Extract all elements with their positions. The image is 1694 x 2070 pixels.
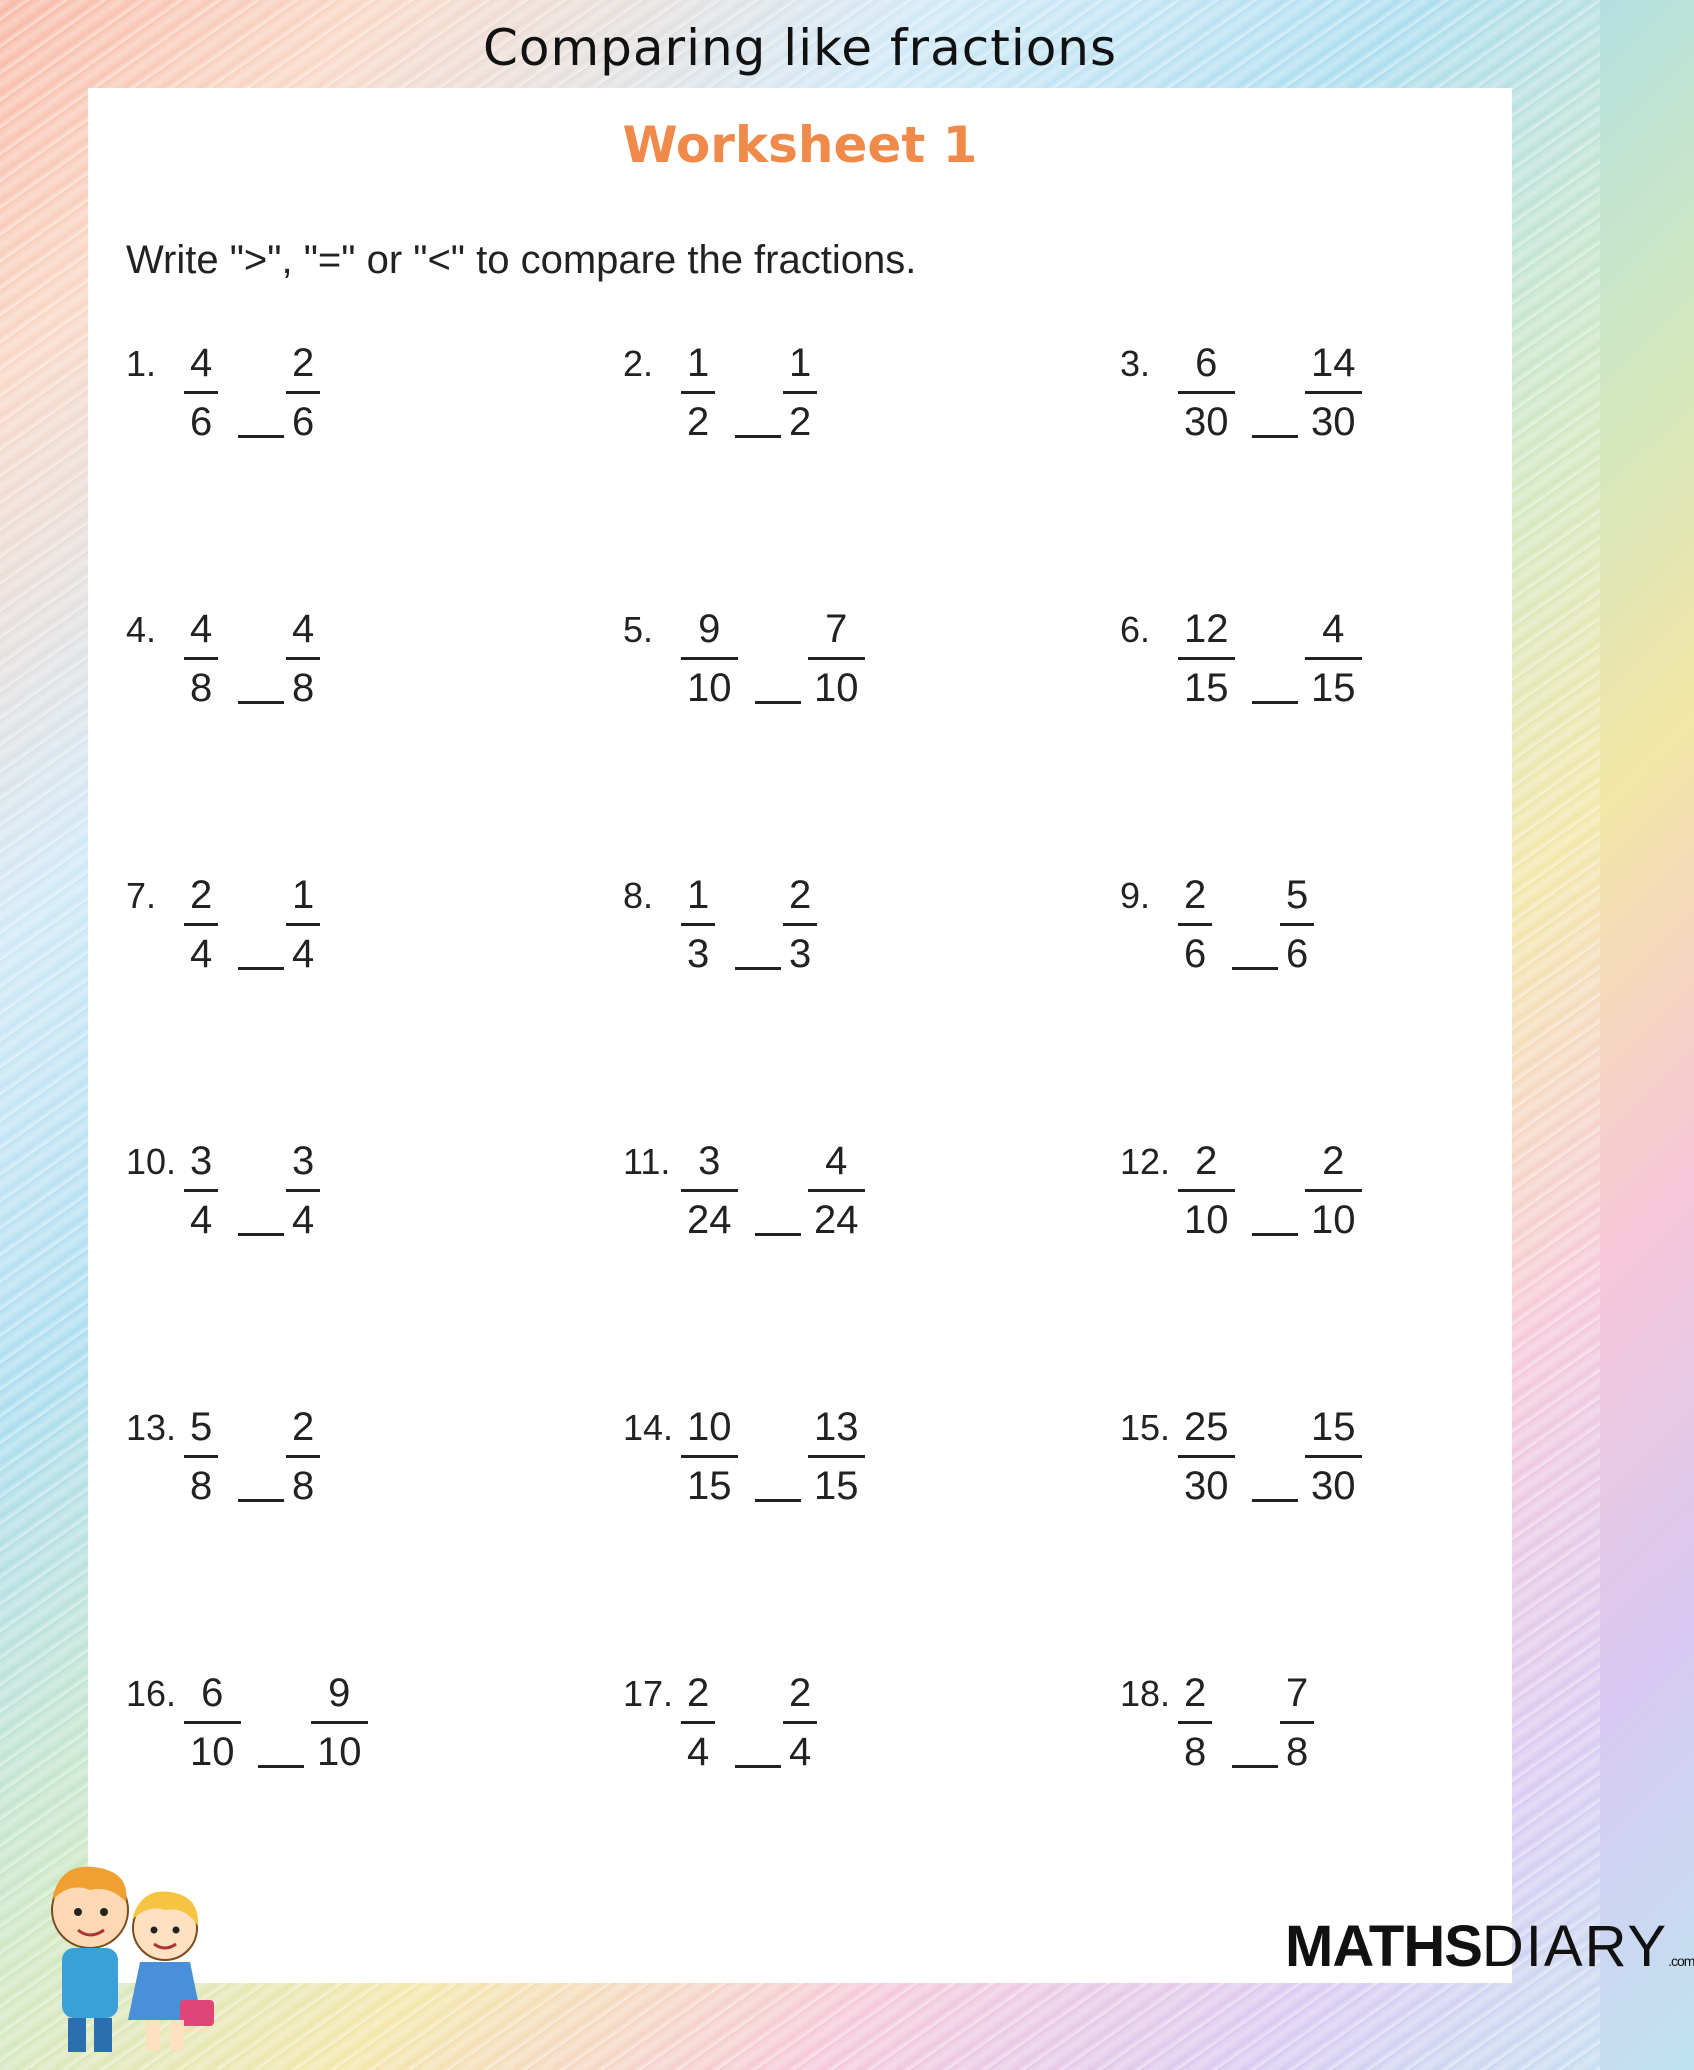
answer-blank[interactable]	[238, 967, 284, 970]
fraction	[808, 609, 865, 708]
fraction-denominator: 8	[292, 666, 315, 710]
fraction-denominator: 24	[814, 1198, 859, 1242]
fraction	[1178, 1407, 1235, 1506]
fraction	[681, 1141, 738, 1240]
fraction	[1305, 1141, 1362, 1240]
answer-blank[interactable]	[1252, 1499, 1298, 1502]
fraction	[184, 1407, 218, 1506]
fraction-numerator: 4	[825, 1139, 848, 1183]
fraction-denominator: 30	[1184, 400, 1229, 444]
fraction	[184, 1141, 218, 1240]
fraction-numerator: 9	[328, 1671, 351, 1715]
fraction-numerator: 2	[1322, 1139, 1345, 1183]
fraction-denominator: 8	[1286, 1730, 1309, 1774]
fraction-numerator: 7	[1286, 1671, 1309, 1715]
problem-item	[1120, 1673, 1480, 1823]
answer-blank[interactable]	[755, 1499, 801, 1502]
problem-item	[1120, 1141, 1480, 1291]
fraction	[286, 875, 320, 974]
problem-item	[126, 875, 486, 1025]
fraction-numerator: 5	[1286, 873, 1309, 917]
fraction-denominator: 10	[1184, 1198, 1229, 1242]
problem-number: 1.	[126, 343, 157, 384]
problem-number: 7.	[126, 875, 157, 916]
problem-number: 10.	[126, 1141, 177, 1182]
problem-item	[126, 1673, 486, 1823]
fraction-numerator: 4	[1322, 607, 1345, 651]
problem-number: 8.	[623, 875, 654, 916]
fraction-numerator: 4	[190, 341, 213, 385]
problem-item	[623, 1673, 983, 1823]
fraction-numerator: 12	[1184, 607, 1229, 651]
problem-number: 18.	[1120, 1673, 1171, 1714]
problem-number: 5.	[623, 609, 654, 650]
fraction-denominator: 6	[1184, 932, 1207, 976]
fraction-numerator: 2	[1195, 1139, 1218, 1183]
fraction	[1305, 609, 1362, 708]
logo-thin-text: DIARY	[1481, 1914, 1669, 1979]
problem-number: 14.	[623, 1407, 674, 1448]
answer-blank[interactable]	[1232, 967, 1278, 970]
problem-item	[126, 1407, 486, 1557]
fraction	[286, 343, 320, 442]
problem-item	[623, 343, 983, 493]
problem-number: 12.	[1120, 1141, 1171, 1182]
answer-blank[interactable]	[238, 1499, 284, 1502]
instruction-text: Write ">", "=" or "<" to compare the fractions.	[126, 238, 917, 282]
fraction	[783, 875, 817, 974]
fraction-numerator: 9	[698, 607, 721, 651]
fraction-denominator: 8	[1184, 1730, 1207, 1774]
fraction	[808, 1407, 865, 1506]
answer-blank[interactable]	[238, 1233, 284, 1236]
fraction-numerator: 2	[687, 1671, 710, 1715]
problem-number: 15.	[1120, 1407, 1171, 1448]
answer-blank[interactable]	[1232, 1765, 1278, 1768]
fraction-numerator: 3	[292, 1139, 315, 1183]
fraction	[783, 343, 817, 442]
header-bar	[0, 0, 1600, 88]
fraction	[1178, 343, 1235, 442]
problem-item	[126, 1141, 486, 1291]
fraction-denominator: 6	[190, 400, 213, 444]
fraction-denominator: 6	[1286, 932, 1309, 976]
fraction-denominator: 8	[190, 1464, 213, 1508]
fraction-numerator: 2	[789, 873, 812, 917]
fraction	[286, 1407, 320, 1506]
problem-number: 2.	[623, 343, 654, 384]
fraction-numerator: 2	[789, 1671, 812, 1715]
fraction-numerator: 2	[1184, 1671, 1207, 1715]
fraction	[184, 1673, 241, 1772]
fraction-denominator: 2	[789, 400, 812, 444]
fraction-numerator: 2	[292, 341, 315, 385]
fraction	[1178, 1673, 1212, 1772]
problem-number: 17.	[623, 1673, 674, 1714]
fraction-numerator: 1	[687, 873, 710, 917]
problem-item	[1120, 609, 1480, 759]
answer-blank[interactable]	[1252, 701, 1298, 704]
answer-blank[interactable]	[1252, 435, 1298, 438]
fraction-denominator: 4	[190, 932, 213, 976]
fraction-denominator: 4	[789, 1730, 812, 1774]
problem-number: 6.	[1120, 609, 1151, 650]
fraction	[1178, 875, 1212, 974]
answer-blank[interactable]	[258, 1765, 304, 1768]
mathsdiary-logo	[1285, 1914, 1694, 1979]
fraction-denominator: 4	[190, 1198, 213, 1242]
fraction	[311, 1673, 368, 1772]
fraction	[681, 609, 738, 708]
fraction-numerator: 15	[1311, 1405, 1356, 1449]
answer-blank[interactable]	[735, 1765, 781, 1768]
fraction-numerator: 7	[825, 607, 848, 651]
fraction-denominator: 10	[814, 666, 859, 710]
fraction-denominator: 10	[1311, 1198, 1356, 1242]
fraction-numerator: 2	[190, 873, 213, 917]
fraction-numerator: 6	[1195, 341, 1218, 385]
fraction-denominator: 2	[687, 400, 710, 444]
answer-blank[interactable]	[755, 1233, 801, 1236]
fraction	[681, 1407, 738, 1506]
fraction-denominator: 30	[1184, 1464, 1229, 1508]
fraction	[1305, 1407, 1362, 1506]
fraction-denominator: 3	[687, 932, 710, 976]
problem-item	[623, 1407, 983, 1557]
fraction	[808, 1141, 865, 1240]
logo-bold-text: MATHS	[1285, 1914, 1482, 1979]
problem-number: 9.	[1120, 875, 1151, 916]
fraction-denominator: 6	[292, 400, 315, 444]
problem-item	[1120, 875, 1480, 1025]
problem-item	[623, 609, 983, 759]
fraction-denominator: 4	[687, 1730, 710, 1774]
problem-item	[623, 875, 983, 1025]
fraction-denominator: 4	[292, 1198, 315, 1242]
problem-item	[623, 1141, 983, 1291]
fraction-numerator: 14	[1311, 341, 1356, 385]
problem-number: 4.	[126, 609, 157, 650]
fraction	[184, 875, 218, 974]
fraction-denominator: 30	[1311, 400, 1356, 444]
fraction-denominator: 15	[1311, 666, 1356, 710]
problem-number: 11.	[623, 1141, 671, 1182]
fraction-denominator: 30	[1311, 1464, 1356, 1508]
fraction	[681, 1673, 715, 1772]
fraction-numerator: 1	[687, 341, 710, 385]
fraction-numerator: 1	[292, 873, 315, 917]
fraction-denominator: 24	[687, 1198, 732, 1242]
fraction-numerator: 2	[292, 1405, 315, 1449]
fraction-numerator: 4	[190, 607, 213, 651]
fraction	[184, 343, 218, 442]
answer-blank[interactable]	[735, 967, 781, 970]
fraction-numerator: 5	[190, 1405, 213, 1449]
answer-blank[interactable]	[1252, 1233, 1298, 1236]
fraction	[681, 875, 715, 974]
fraction-denominator: 15	[814, 1464, 859, 1508]
logo-suffix: .com	[1668, 1953, 1694, 1969]
page-title: Comparing like fractions	[482, 19, 1118, 77]
fraction-numerator: 2	[1184, 873, 1207, 917]
fraction-denominator: 15	[687, 1464, 732, 1508]
fraction-numerator: 3	[698, 1139, 721, 1183]
fraction-numerator: 4	[292, 607, 315, 651]
fraction	[1305, 343, 1362, 442]
fraction-numerator: 13	[814, 1405, 859, 1449]
fraction-numerator: 1	[789, 341, 812, 385]
fraction	[1280, 1673, 1314, 1772]
fraction	[1280, 875, 1314, 974]
problem-number: 16.	[126, 1673, 177, 1714]
problem-item	[1120, 1407, 1480, 1557]
answer-blank[interactable]	[238, 701, 284, 704]
fraction	[783, 1673, 817, 1772]
fraction	[1178, 609, 1235, 708]
problem-number: 3.	[1120, 343, 1151, 384]
problems-grid	[126, 343, 1506, 1943]
fraction-denominator: 15	[1184, 666, 1229, 710]
worksheet-subtitle: Worksheet 1	[622, 116, 978, 174]
fraction	[184, 609, 218, 708]
answer-blank[interactable]	[735, 435, 781, 438]
fraction-denominator: 8	[292, 1464, 315, 1508]
answer-blank[interactable]	[755, 701, 801, 704]
fraction-numerator: 25	[1184, 1405, 1229, 1449]
problem-item	[126, 609, 486, 759]
answer-blank[interactable]	[238, 435, 284, 438]
fraction-numerator: 10	[687, 1405, 732, 1449]
fraction	[681, 343, 715, 442]
problem-item	[1120, 343, 1480, 493]
fraction	[286, 1141, 320, 1240]
fraction	[1178, 1141, 1235, 1240]
fraction-numerator: 6	[201, 1671, 224, 1715]
problem-number: 13.	[126, 1407, 177, 1448]
fraction-denominator: 8	[190, 666, 213, 710]
fraction-denominator: 10	[190, 1730, 235, 1774]
fraction-denominator: 4	[292, 932, 315, 976]
kids-illustration	[20, 1840, 240, 2060]
fraction-numerator: 3	[190, 1139, 213, 1183]
fraction-denominator: 10	[317, 1730, 362, 1774]
fraction-denominator: 10	[687, 666, 732, 710]
fraction	[286, 609, 320, 708]
problem-item	[126, 343, 486, 493]
fraction-denominator: 3	[789, 932, 812, 976]
worksheet-sheet	[88, 88, 1512, 1983]
